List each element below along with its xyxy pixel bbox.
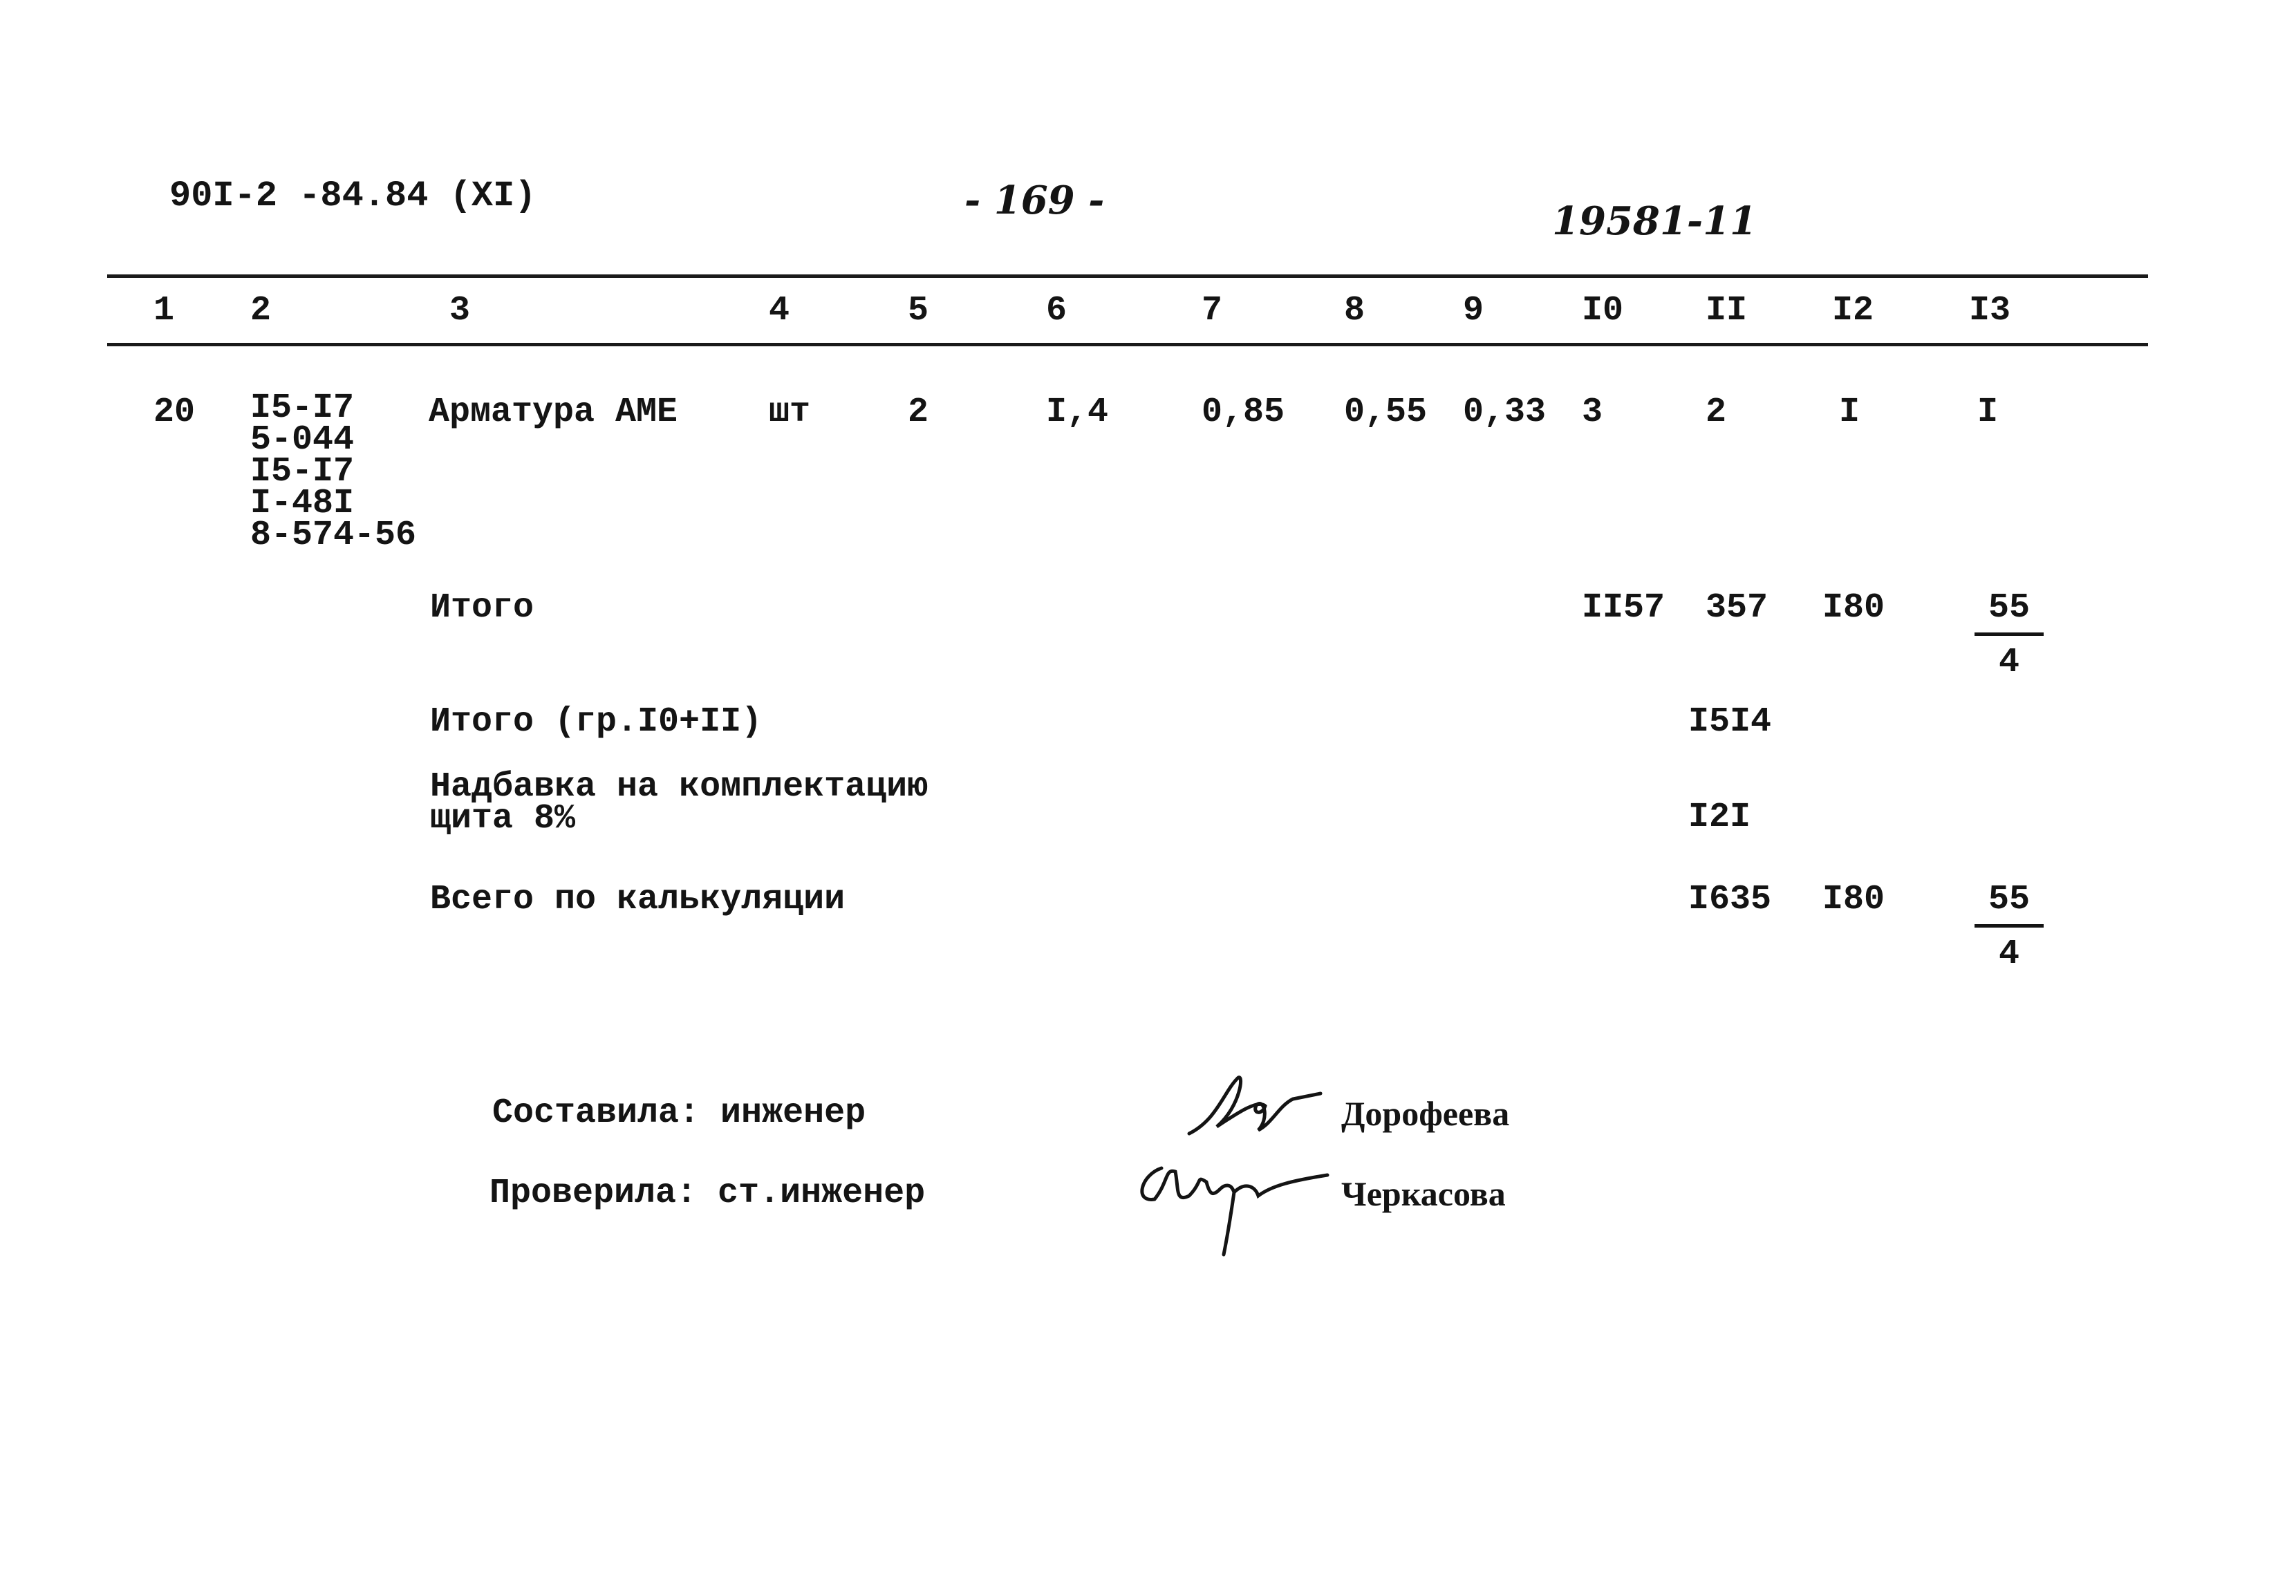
- itogo-gr-c11: I5I4: [1688, 702, 1772, 742]
- itogo-label: Итого: [430, 588, 534, 628]
- col-header: 6: [1046, 291, 1067, 330]
- vsego-c13-fraction: [1975, 880, 2044, 974]
- row-c7: 0,85: [1202, 393, 1285, 432]
- col-header: I2: [1832, 291, 1874, 330]
- col-header: 8: [1344, 291, 1365, 330]
- col-header: 3: [449, 291, 471, 330]
- fraction-numerator: 55: [1975, 883, 2044, 928]
- col-header: 1: [153, 291, 175, 330]
- itogo-c13-fraction: [1975, 588, 2044, 682]
- row-c12: I: [1839, 393, 1860, 432]
- vsego-c11: I635: [1688, 880, 1772, 919]
- row-c9: 0,33: [1463, 393, 1547, 432]
- row-c10: 3: [1582, 393, 1603, 432]
- col-header: II: [1706, 291, 1748, 330]
- checked-name: Черкасова: [1341, 1174, 1506, 1213]
- compiled-name: Дорофеева: [1341, 1094, 1510, 1133]
- col-header: 5: [908, 291, 929, 330]
- fraction-denominator: 4: [1998, 643, 2019, 682]
- signature-dorofeeva: [1175, 1064, 1327, 1147]
- row-number: 20: [153, 393, 196, 432]
- table-header-rule: [107, 343, 2148, 346]
- row-c13: I: [1977, 393, 1999, 432]
- itogo-c12: I80: [1822, 588, 1885, 628]
- col-header: 9: [1463, 291, 1484, 330]
- page-number: - 169 -: [964, 178, 1105, 223]
- nadbavka-c11: I2I: [1688, 798, 1751, 837]
- itogo-c10: II57: [1582, 588, 1665, 628]
- inventory-number: 19581-11: [1552, 198, 1757, 244]
- col-header: 2: [250, 291, 272, 330]
- nadbavka-label: Надбавка на комплектацию щита 8%: [430, 767, 928, 838]
- vsego-label: Всего по калькуляции: [430, 880, 846, 919]
- signature-cherkasova: [1127, 1154, 1334, 1258]
- col-header: 7: [1202, 291, 1223, 330]
- row-codes: I5-I7 5-044 I5-I7 I-48I 8-574-56: [250, 388, 417, 555]
- row-name: Арматура АМЕ: [429, 393, 678, 432]
- col-header: I0: [1582, 291, 1624, 330]
- row-c6: I,4: [1046, 393, 1109, 432]
- row-c5: 2: [908, 393, 929, 432]
- fraction-denominator: 4: [1998, 935, 2019, 974]
- itogo-gr-label: Итого (гр.I0+II): [430, 702, 763, 742]
- document-code: 90I-2 -84.84 (XI): [169, 176, 536, 216]
- row-c11: 2: [1706, 393, 1727, 432]
- col-header: 4: [769, 291, 790, 330]
- vsego-c12: I80: [1822, 880, 1885, 919]
- itogo-c11: 357: [1706, 588, 1768, 628]
- compiled-label: Составила: инженер: [492, 1093, 866, 1133]
- checked-label: Проверила: ст.инженер: [489, 1174, 926, 1213]
- fraction-numerator: 55: [1975, 591, 2044, 636]
- col-header: I3: [1969, 291, 2011, 330]
- table-top-rule: [107, 274, 2148, 278]
- row-c8: 0,55: [1344, 393, 1428, 432]
- row-unit: шт: [769, 393, 811, 432]
